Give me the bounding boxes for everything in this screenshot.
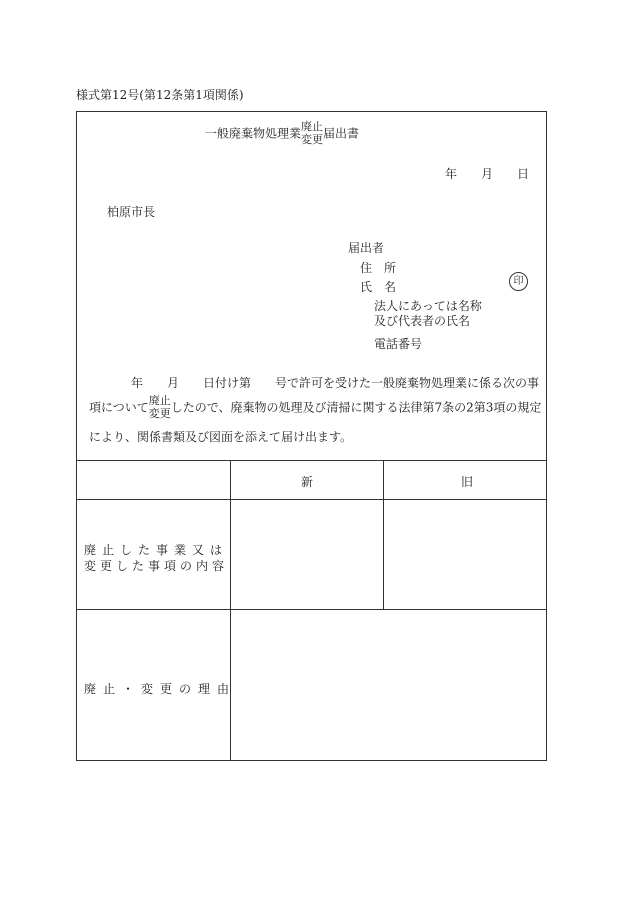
addressee: 柏原市長 [107, 205, 156, 219]
title-stack-bottom: 変更 [301, 133, 324, 146]
title-stack-top: 廃止 [301, 120, 324, 133]
body-stack [149, 394, 171, 420]
row2-label: 廃止・変更の理由 [84, 682, 237, 696]
col-header-old: 旧 [461, 475, 474, 489]
address-label: 住 所 [360, 261, 397, 275]
date-year: 年 [445, 167, 458, 181]
date-month: 月 [481, 167, 494, 181]
title-suffix: 届出書 [323, 126, 360, 141]
table-col2-border [383, 460, 384, 609]
table-header-border [77, 499, 546, 500]
title-prefix: 一般廃棄物処理業 [205, 126, 302, 141]
body-stack-top: 廃止 [148, 394, 171, 407]
body-stack-bottom: 変更 [148, 407, 171, 420]
col-header-new: 新 [301, 475, 314, 489]
body-line2-suffix: したので、廃棄物の処理及び清掃に関する法律第7条の2第3項の規定 [170, 400, 542, 415]
notifier-heading: 届出者 [348, 241, 385, 255]
row1-label-line2: 変更した事項の内容 [84, 559, 229, 573]
date-day: 日 [517, 167, 530, 181]
body-line1: 年 月 日付け第 号で許可を受けた一般廃棄物処理業に係る次の事 [131, 376, 540, 390]
phone-label: 電話番号 [374, 337, 423, 351]
seal-mark: 印 [509, 272, 528, 291]
name-label: 氏 名 [360, 280, 397, 294]
row1-label-line1: 廃止した事業又は [84, 543, 229, 557]
form-number: 様式第12号(第12条第1項関係) [76, 88, 244, 102]
corp-note-line2: 及び代表者の氏名 [374, 314, 471, 328]
body-line2-prefix: 項について [89, 400, 149, 415]
table-row1-border [77, 609, 546, 610]
notification-form [76, 111, 547, 761]
table-col1-border [230, 460, 231, 760]
body-line2 [89, 394, 541, 420]
body-line3: により、関係書類及び図面を添えて届け出ます。 [89, 430, 353, 444]
corp-note-line1: 法人にあっては名称 [374, 299, 482, 313]
form-title [205, 120, 359, 146]
table-top-border [77, 460, 546, 461]
title-stack [301, 120, 323, 146]
